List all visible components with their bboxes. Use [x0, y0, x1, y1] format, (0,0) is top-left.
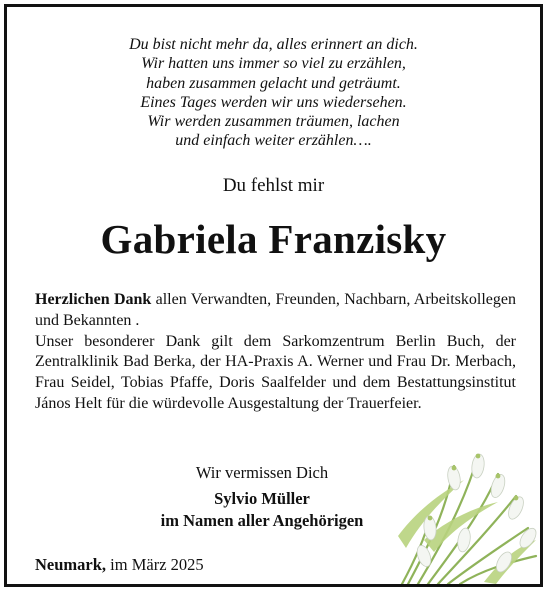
poem-line: Wir werden zusammen träumen, lachen	[147, 113, 400, 131]
signer-relatives: im Namen aller Angehörigen	[160, 511, 364, 530]
poem-line: Eines Tages werden wir uns wiedersehen.	[140, 93, 407, 111]
poem-line: Du bist nicht mehr da, alles erinnert an dich.	[129, 36, 418, 53]
place-date	[35, 555, 204, 575]
signer-name: Sylvio Müller	[214, 489, 310, 508]
poem-line: und einfach weiter erzählen….	[175, 132, 372, 150]
thanks-lead: Herzlichen Dank	[35, 291, 152, 308]
snowdrop-flowers-icon	[394, 444, 540, 584]
thanks-paragraph: Unser besonderer Dank gilt dem Sarkomzentrum Berlin Buch, der Zentralklinik Bad Berka, der HA-Praxis A. Werner und Frau Dr. Merbach, Frau Seidel, Tobias Pfaffe, Doris Saalfelder und dem Bestattungsinstitut János Helt für die würdevolle Ausgestaltung der Trauerfeier.	[35, 332, 516, 412]
thanks-text	[35, 290, 516, 415]
poem	[7, 35, 540, 151]
poem-line: haben zusammen gelacht und geträumt.	[146, 74, 401, 92]
signature-intro: Wir vermissen Dich	[195, 463, 329, 482]
place: Neumark,	[35, 555, 107, 574]
obituary-card	[4, 4, 543, 587]
deceased-name: Gabriela Franzisky	[100, 216, 447, 262]
thanks-intro	[35, 290, 516, 332]
thanks-lead-rest: allen Verwandten, Freunden, Nachbarn, Arbeitskollegen und Bekannten .	[35, 291, 516, 329]
date: im März 2025	[106, 555, 204, 574]
missing-line: Du fehlst mir	[222, 175, 325, 196]
poem-line: Wir hatten uns immer so viel zu erzählen,	[141, 55, 406, 73]
